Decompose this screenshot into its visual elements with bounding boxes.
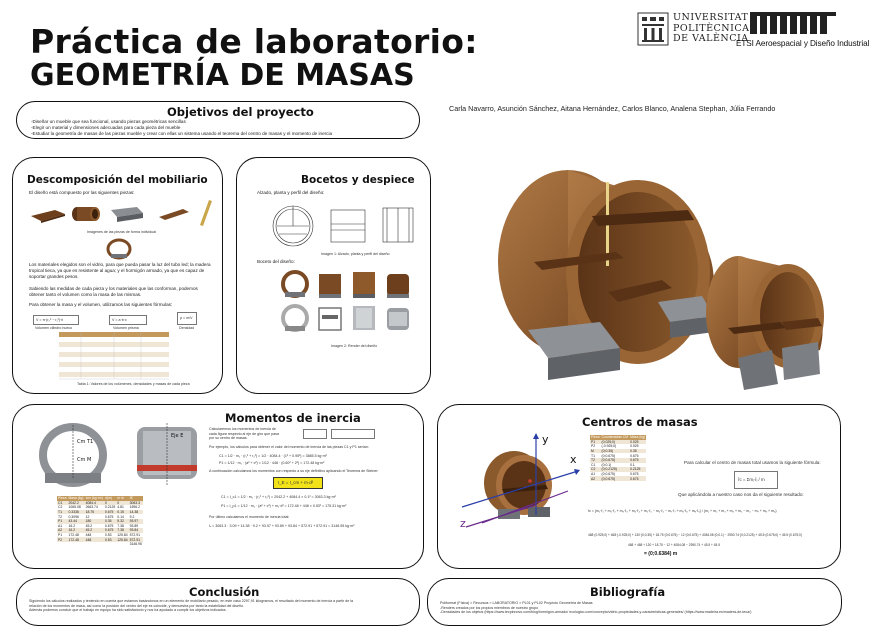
table-cell: (0;0.675) <box>601 453 616 458</box>
table-header-cell: Pieza <box>591 435 600 440</box>
svg-text:Cm M: Cm M <box>77 457 92 463</box>
inertia-cylinder-formula <box>303 429 327 439</box>
authors-line: Carla Navarro, Asunción Sánchez, Aitana Hernández, Carlos Blanco, Analena Stephan, Júlia Ferrando <box>449 104 776 113</box>
render-thumb-2 <box>319 274 341 298</box>
table-cell: 16.2 <box>67 528 84 533</box>
centros-panel <box>437 404 841 569</box>
render-thumb-6 <box>319 308 341 330</box>
momentos-title: Momentos de inercia <box>225 411 361 425</box>
table-cell: 93.97 <box>129 519 143 524</box>
upv-logo <box>637 12 750 48</box>
table-cell: 0.14 <box>117 514 124 519</box>
table-cell: A1 <box>591 472 596 477</box>
formula-label-density: Densidad <box>179 326 195 330</box>
piece-rod <box>200 200 212 226</box>
center-formula-box: r̄c = Σmᵢ·r̄ᵢ / m <box>734 471 778 489</box>
table-cell: 172.48 <box>68 533 79 538</box>
table-cell: 45.2 <box>85 528 104 533</box>
table-cell: 2663.74 <box>85 505 98 510</box>
bocetos-subtitle-render: Boceto del diseño: <box>257 259 295 264</box>
centros-title: Centros de masas <box>582 415 698 429</box>
table-cell: 0 <box>116 501 128 506</box>
table-cell: 4.81 <box>117 505 124 510</box>
center-long-formula: r̄c = (m₁·r̄₁ + m₂·r̄₂ + m₃·r̄₃ + m₄·r̄₄ + m₅·r̄₅ − m₆·r̄₆ − m₇·r̄₇ + m₈·r̄₈ + m₉·r̄₉) / (m₁ + m₂ + m₃ + m₄ + m₅ − m₆ − m₇ + m₈ + m₉) <box>588 509 777 513</box>
table-cell: 172.48 <box>67 537 84 542</box>
render-caption: Imagen 2: Render del diseño <box>331 344 378 348</box>
bocetos-subtitle-views: Alzado, planta y perfil del diseño: <box>257 190 325 195</box>
table-cell: 1065.08 <box>68 505 81 510</box>
total-inertia-eq: Iₓ = 3063.3 · 3.09 + 14.38 · 9.2 + 93.97 + 93.89 + 93.84 + 572.91 + 572.91 = 3146.95 kg·m² <box>209 524 355 528</box>
volumes-table <box>59 332 169 380</box>
bibliografia-panel <box>427 578 842 626</box>
objetivo-line: -Diseñar un mueble que sea funcional, usando piezas geométricas sencillas <box>31 119 186 124</box>
table-cell: 7.38 <box>117 523 124 528</box>
page-title-line1: Práctica de laboratorio: <box>30 22 478 61</box>
table-cell: 14.38 <box>129 510 143 515</box>
table-cell: P2 <box>591 444 596 449</box>
table-cell: 0.675 <box>104 510 116 515</box>
table-cell: P1 <box>57 519 67 524</box>
table-cell: C1 <box>57 501 67 506</box>
table-cell: 2042.2 <box>67 501 84 506</box>
table-cell: (0;0.35) <box>600 449 629 454</box>
render-thumb-7 <box>353 306 375 330</box>
table-cell <box>57 542 67 547</box>
conclusion-text: Siguiendo los cálculos realizados y teniendo en cuenta que estamos basándonos en un elemento de mobiliario pesado, en este caso 2297,91 kilogramos, el resultado del momento de inercia a partir de la relación de los momentos de masa, así como la posición del centro del eje es coincide, y demuestra por tanto la estabilidad del diseño. Además podemos concluir que el trabajo en equipo ha sido satisfactorio y nos ha ayudado a cumplir los objetivos indicados. <box>29 599 354 613</box>
table-cell: 572.91 <box>129 533 141 538</box>
bibliografia-text: Poliformat (Física) > Recursos > LABORATORIO > PL01 y PL02 Proyecto Geometría de Masas -Renders creados por los propios miembros de nuestro grupo -Densidades de los objetos (https://www.tecpinnovo.com/blog/hormigon-armado/ ecologico.com/concepto/vidrio-propiedades-y-caracteristicas-generales/ (https://www.madeira.es/madera-de-teca/) <box>440 601 752 615</box>
center-result-intro: Que aplicándola a nuestro caso nos da el siguiente resultado: <box>678 492 804 497</box>
table-cell: 3063.3 <box>129 501 143 506</box>
technical-drawing <box>271 204 421 250</box>
table-header-cell: Masa (kg) <box>68 496 84 501</box>
table-cell: 0.3336 <box>67 510 84 515</box>
steiner-formula: I_E = I_cm + m·d² <box>273 477 323 489</box>
formula-density: ρ = m/V <box>177 312 197 325</box>
inertia-prism-formula <box>331 429 375 439</box>
table-cell: 0 <box>104 501 116 506</box>
inertia-eq-p1: P1 = 1/12 · m₁ · (a² + c²) = 1/12 · 448 · (0.60² + 2²) = 172.48 kg·m² <box>219 461 325 465</box>
inertia-example-text: Por ejemplo, los cálculos para obtener el valor del momento de inercia de las piezas C1 y P1 serían: <box>209 445 369 449</box>
table-cell: 0.35 <box>629 449 646 454</box>
bibliografia-title: Bibliografía <box>590 585 666 599</box>
upv-logo-text: UNIVERSITAT POLITÈCNICA DE VALÈNCIA <box>673 12 750 44</box>
table-cell: 448 <box>85 533 92 538</box>
render-thumb-3 <box>353 272 375 298</box>
table-cell: 0.675 <box>630 453 639 458</box>
technical-drawing-caption: Imagen 1: Alzado, planta y perfil del diseño <box>321 252 390 256</box>
axis-y-label: y <box>542 433 549 446</box>
formula-cylinder: V = π·(r₂² − r₁²)·h <box>33 315 79 325</box>
steiner-eq-c1: C1 = I_c1 = 1/2 · m₁ · (r₁² + r₂²) = 2042.2 + 4084.4 × 0.1² = 3063.3 kg·m² <box>221 495 336 499</box>
bocetos-panel <box>236 157 431 394</box>
inertia-table <box>57 496 143 547</box>
descomposicion-panel <box>12 157 223 394</box>
table-cell: 3146.95 <box>129 542 142 547</box>
page-title-line2: GEOMETRÍA DE MASAS <box>30 58 415 93</box>
axes-render <box>458 431 582 529</box>
center-formula-intro: Para calcular el centro de masas total usamos la siguiente fórmula: <box>684 460 821 465</box>
table-cell: A2 <box>590 476 600 481</box>
formulas-paragraph: Para obtener la masa y el volumen, utilizamos las siguientes fórmulas: <box>29 302 173 307</box>
axis-z-label: z <box>460 517 466 530</box>
table-cell: M <box>590 449 600 454</box>
objetivo-line: -Estudiar la geometría de masas de las piezas mueble y crear con ellas un sistema usando el teorema del centro de masas y el momento de inercia <box>31 131 333 136</box>
table-cell: P2 <box>57 537 67 542</box>
objetivos-title: Objetivos del proyecto <box>167 105 314 119</box>
table-cell: 0.675 <box>104 514 114 519</box>
etsi-logo-text: ETSI Aeroespacial y Diseño Industrial <box>736 39 869 48</box>
table-cell: (0;0.675) <box>600 458 629 463</box>
etsi-logo <box>736 12 869 52</box>
table-cell: 18.75 <box>85 510 104 515</box>
render-thumb-4 <box>387 274 409 298</box>
table-cell: (0;0.675) <box>601 472 616 477</box>
table-cell: 45.2 <box>85 523 93 528</box>
table-header-cell: IE <box>129 496 143 501</box>
table-cell: 0.35 <box>104 519 116 524</box>
table-cell: 0.2125 <box>104 505 116 510</box>
svg-text:Eje E: Eje E <box>171 433 184 439</box>
etsi-bars-icon <box>750 12 836 34</box>
upv-crest-icon <box>637 12 669 46</box>
table-row <box>590 476 646 481</box>
pieces-caption: Imágenes de las piezas de forma individual <box>87 230 156 234</box>
table-cell: 7.38 <box>116 528 128 533</box>
render-thumb-5 <box>283 306 307 331</box>
table-cell <box>67 542 84 547</box>
table-row <box>57 542 143 547</box>
table-cell: 0.925 <box>630 444 639 449</box>
centers-table <box>590 435 646 481</box>
table-cell: C2 <box>590 467 600 472</box>
descomposicion-intro: El diseño está compuesto por las siguientes piezas: <box>29 190 135 195</box>
inertia-intro: Calcularemos los momentos de inercia de cada figura respecto al eje de giro que pasa por su centro de masas. <box>209 427 279 441</box>
inertia-renders <box>33 421 205 493</box>
center-result: = (0;0.6384) m <box>644 551 678 557</box>
descomposicion-title: Descomposición del mobiliario <box>27 174 208 186</box>
table-cell: (0;0.1) <box>601 462 612 467</box>
table-cell: 4084.4 <box>85 501 104 506</box>
formula-prism: V = a·b·c <box>109 315 147 325</box>
table-header-cell: m·d² <box>116 496 128 501</box>
table-cell: (-0.925;0) <box>601 444 617 449</box>
table-cell: 0.3096 <box>68 514 79 519</box>
table-cell: A1 <box>58 523 63 528</box>
table-cell: C1 <box>591 462 596 467</box>
table-cell: 0.675 <box>104 523 114 528</box>
table-cell: 93.89 <box>129 523 139 528</box>
table-cell: (0;0.2125) <box>600 467 629 472</box>
table-cell: 9.2 <box>129 514 135 519</box>
piece-concrete <box>111 207 143 222</box>
objetivos-panel <box>16 101 420 139</box>
table-cell: 12 <box>85 514 90 519</box>
momentos-panel <box>12 404 424 569</box>
inertia-render-left <box>43 425 103 483</box>
table-cell: T2 <box>58 514 62 519</box>
inertia-eq-c1: C1 = 1/2 · m₁ · (r₁² + r₂²) = 1/2 · 4084.4 · (1² + 0.95²) = 3885.5 kg·m² <box>219 454 327 458</box>
table-cell: T1 <box>57 510 67 515</box>
table-cell: 0.675 <box>630 472 639 477</box>
table-cell: 0.53 <box>104 533 112 538</box>
table-cell: T2 <box>590 458 600 463</box>
table-cell <box>85 542 104 547</box>
objetivo-line: -Elegir un material y dimensiones adecuadas para cada pieza del mueble <box>31 125 181 130</box>
table-header-cell: Masa (kg) <box>630 435 646 440</box>
table-cell: C2 <box>58 505 63 510</box>
piece-tube <box>72 207 100 221</box>
table-cell <box>116 542 128 547</box>
piece-plank-1 <box>31 210 65 223</box>
conclusion-panel <box>16 578 420 626</box>
table-cell <box>104 542 116 547</box>
table-header-row <box>590 435 646 440</box>
table-header-cell: d(m) <box>104 496 116 501</box>
total-inertia-intro: Por último calculamos el momento de inercia total: <box>209 515 290 519</box>
main-3d-render <box>488 152 838 392</box>
table-cell: 0.15 <box>116 510 128 515</box>
table-cell: 180 <box>85 519 104 524</box>
piece-plank-2 <box>159 209 189 220</box>
steiner-intro: A continuación calculamos los momentos con respecto a su eje definitivo aplicando el Teorema de Steiner: <box>209 469 379 473</box>
table-cell: 448 <box>85 537 104 542</box>
formula-label-prism: Volumen prisma <box>113 326 139 330</box>
measures-paragraph: Sabiendo las medidas de cada pieza y los materiales que las conforman, podemos obtener tanto el volumen como la masa de las mismas. <box>29 286 198 297</box>
center-denominator: 468 + 468 + 130 + 18.75 − 12 + 4084.08 − 2950.74 + 45.5 + 45.5 <box>628 543 720 547</box>
bocetos-title: Bocetos y despiece <box>301 174 415 186</box>
table-cell: (0;0.675) <box>600 476 629 481</box>
table-header-cell: Pieza <box>58 496 67 501</box>
table-header-row <box>57 496 143 501</box>
table-cell: P1 <box>590 440 600 445</box>
table-cell: 0.53 <box>104 537 116 542</box>
table-cell: 125.84 <box>117 537 128 542</box>
table-cell: 0.675 <box>629 458 646 463</box>
table-cell: 0.675 <box>629 476 646 481</box>
table-cell: T1 <box>591 453 595 458</box>
table-cell: 125.84 <box>117 533 128 538</box>
table-header-cell: Coordenadas CM <box>601 435 629 440</box>
table-cell: 0.2125 <box>629 467 646 472</box>
table-cell: 0.1 <box>630 462 635 467</box>
render-thumb-8 <box>387 308 409 330</box>
conclusion-title: Conclusión <box>189 585 260 599</box>
pieces-illustration <box>25 198 213 228</box>
inertia-render-right <box>137 423 197 485</box>
formula-label-cylinder: Volumen cilindro hueco <box>35 326 73 330</box>
table-cell: 5.32 <box>116 519 128 524</box>
steiner-eq-p1: P1 = I_p1 = 1/12 · m₁ · (a² + c²) + m₁·d² = 172.48 + 448 × 0.53² = 175.31 kg·m² <box>221 504 347 508</box>
table-cell: 43.44 <box>67 519 84 524</box>
small-tube <box>706 256 824 390</box>
table-cell: 93.84 <box>129 528 143 533</box>
table-cell: (0.025;0) <box>600 440 629 445</box>
table-cell: 1596.2 <box>129 505 141 510</box>
table-cell: 572.91 <box>129 537 143 542</box>
table-cell: A2 <box>57 528 67 533</box>
axis-x-label: x <box>570 453 577 466</box>
render-thumb-1 <box>283 272 307 297</box>
table-header-cell: Icm (kg·m²) <box>85 496 103 501</box>
table-cell: P1 <box>58 533 63 538</box>
svg-text:Cm T1: Cm T1 <box>77 439 94 445</box>
render-grid <box>281 270 413 336</box>
materials-paragraph: Los materiales elegidos son el vidrio, para que pueda pasar la luz del tubo led; la madera tropical tieca, ya que es resistente al agua; y el hormigón armado, ya que es capaz de soportar grandes pesos. <box>29 262 211 279</box>
center-numeric: 468·(0.925;0) + 468·(-0.925;0) + 130·(0;0.35) + 18.75·(0;0.675) − 12·(0;0.675) + 4084.08·(0;0.1) − 2950.74·(0;0.2125) + 45.5·(0.675;0) + 45.5·(0.675;0) <box>588 533 802 537</box>
objetivos-text <box>31 119 332 137</box>
assembly-thumbnail <box>105 238 133 260</box>
volumes-table-caption: Tabla 1: Valores de los volúmenes, densidades y masas de cada pieza <box>77 382 190 386</box>
table-cell: 0.675 <box>104 528 116 533</box>
table-cell: 0.025 <box>629 440 646 445</box>
table-cell: 16.2 <box>68 523 76 528</box>
